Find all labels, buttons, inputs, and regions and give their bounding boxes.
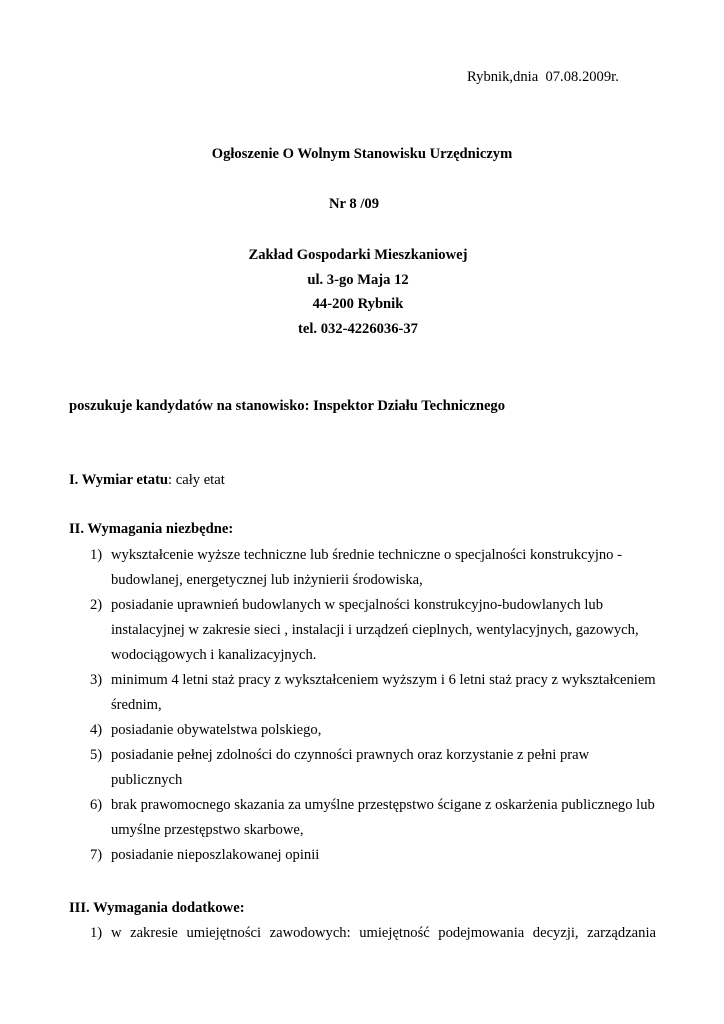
organization-city: 44-200 Rybnik	[312, 296, 404, 312]
list-item-number: 6)	[90, 797, 103, 813]
section-working-time-label: I. Wymiar etatu	[69, 472, 169, 488]
list-item-number: 1)	[90, 547, 103, 563]
list-item-number: 1)	[90, 925, 103, 941]
list-item-number: 5)	[90, 747, 103, 763]
list-item-line: publicznych	[111, 772, 183, 788]
list-item	[90, 746, 666, 796]
list-item-number: 3)	[90, 672, 103, 688]
announcement-number: Nr 8 /09	[329, 196, 379, 212]
section-additional-heading: III. Wymagania dodatkowe:	[69, 900, 245, 916]
list-item-line: posiadanie nieposzlakowanej opinii	[111, 847, 320, 863]
additional-list	[90, 924, 666, 949]
section-working-time-value: : cały etat	[168, 472, 225, 488]
list-item	[90, 924, 666, 949]
organization-street: ul. 3-go Maja 12	[307, 271, 409, 288]
list-item-line: brak prawomocnego skazania za umyślne przestępstwo ścigane z oskarżenia publicznego lub	[111, 797, 655, 813]
list-item-number: 2)	[90, 597, 103, 613]
section-working-time	[69, 471, 225, 490]
list-item-line: średnim,	[111, 697, 162, 713]
list-item	[90, 596, 666, 671]
list-item-line: wykształcenie wyższe techniczne lub średnie techniczne o specjalności konstrukcyjno -	[111, 547, 622, 563]
list-item-line: posiadanie obywatelstwa polskiego,	[111, 722, 322, 738]
list-item	[90, 796, 666, 846]
section-required-heading: II. Wymagania niezbędne:	[69, 521, 234, 537]
list-item-line: posiadanie pełnej zdolności do czynności prawnych oraz korzystanie z pełni praw	[111, 747, 590, 763]
list-item-line: budowlanej, energetycznej lub inżynierii środowiska,	[111, 572, 423, 588]
list-item-number: 7)	[90, 847, 103, 863]
list-item	[90, 546, 666, 596]
list-item-line: umyślne przestępstwo skarbowe,	[111, 822, 304, 838]
announcement-title: Ogłoszenie O Wolnym Stanowisku Urzędniczym	[211, 146, 513, 162]
list-item-line: posiadanie uprawnień budowlanych w specjalności konstrukcyjno-budowlanych lub	[111, 597, 604, 613]
list-item-line: minimum 4 letni staż pracy z wykształceniem wyższym i 6 letni staż pracy z wykształceniem	[111, 672, 656, 688]
organization-block	[0, 246, 720, 344]
list-item-number: 4)	[90, 722, 103, 738]
list-item	[90, 671, 666, 721]
list-item	[90, 721, 666, 746]
organization-name: Zakład Gospodarki Mieszkaniowej	[248, 247, 468, 263]
list-item-line: wodociągowych i kanalizacyjnych.	[111, 647, 317, 663]
list-item-line: w zakresie umiejętności zawodowych: umiejętność podejmowania decyzji, zarządzania	[111, 925, 656, 941]
list-item	[90, 846, 666, 871]
date-line: Rybnik,dnia 07.08.2009r.	[467, 69, 619, 85]
organization-phone: tel. 032-4226036-37	[298, 320, 418, 337]
position-sought: poszukuje kandydatów na stanowisko: Inspektor Działu Technicznego	[69, 398, 506, 414]
list-item-line: instalacyjnej w zakresie sieci , instalacji i urządzeń cieplnych, wentylacyjnych, gazowych,	[111, 622, 639, 638]
required-list	[90, 546, 666, 871]
